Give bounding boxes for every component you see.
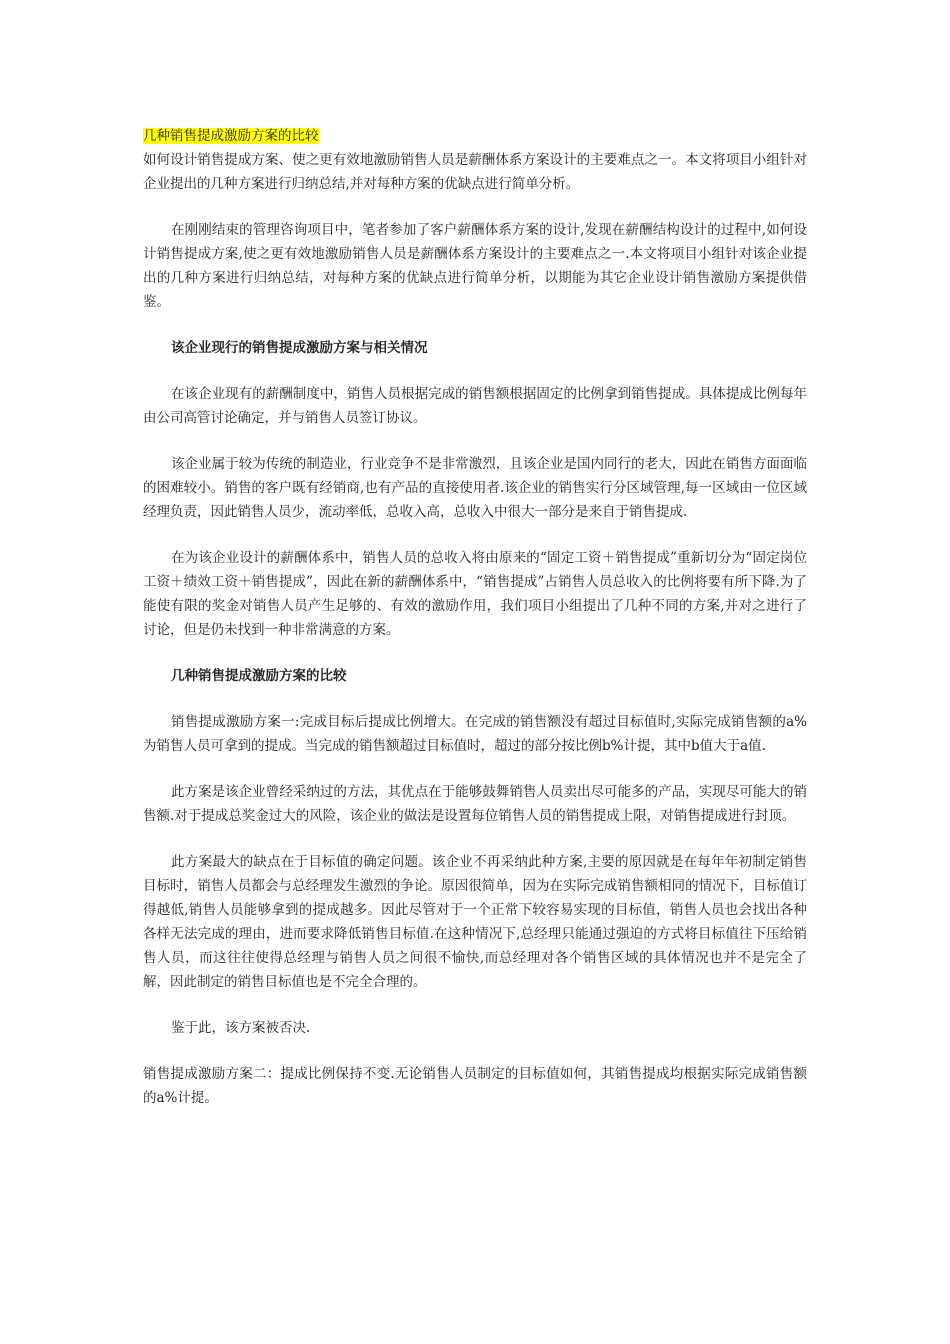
paragraph-scheme-two: 销售提成激励方案二：提成比例保持不变.无论销售人员制定的目标值如何，其销售提成均根据实际完成销售额的a%计提。 bbox=[143, 1066, 807, 1106]
section-heading-current-scheme: 该企业现行的销售提成激励方案与相关情况 bbox=[171, 340, 428, 356]
paragraph-scheme-one: 销售提成激励方案一:完成目标后提成比例增大。在完成的销售额没有超过目标值时,实际完成销售额的a%为销售人员可拿到的提成。当完成的销售额超过目标值时，超过的部分按比例b%计提，其中b值大于a值. bbox=[143, 714, 807, 754]
section-heading-scheme-comparison: 几种销售提成激励方案的比较 bbox=[171, 668, 347, 684]
paragraph-scheme-one-rejected: 鉴于此，该方案被否决. bbox=[171, 1020, 311, 1036]
highlighted-title-text: 几种销售提成激励方案的比较 bbox=[143, 128, 319, 144]
document-page bbox=[143, 124, 807, 1132]
paragraph-company-situation: 该企业属于较为传统的制造业，行业竞争不是非常激烈，且该企业是国内同行的老大，因此在销售方面面临的困难较小。销售的客户既有经销商,也有产品的直接使用者.该企业的销售实行分区域管理,每一区域由一位区域经理负责，因此销售人员少，流动率低，总收入高，总收入中很大一部分是来自于销售提成. bbox=[143, 456, 807, 520]
paragraph-scheme-one-disadvantages: 此方案最大的缺点在于目标值的确定问题。该企业不再采纳此种方案,主要的原因就是在每年年初制定销售目标时，销售人员都会与总经理发生激烈的争论。原因很简单，因为在实际完成销售额相同的情况下，目标值订得越低,销售人员能够拿到的提成越多。因此尽管对于一个正常下较容易实现的目标值，销售人员也会找出各种各样无法完成的理由，进而要求降低销售目标值.在这种情况下,总经理只能通过强迫的方式将目标值往下压给销售人员，而这往往使得总经理与销售人员之间很不愉快,而总经理对各个销售区域的具体情况也并不是完全了解，因此制定的销售目标值也是不完全合理的。 bbox=[143, 854, 807, 990]
paragraph-current-salary-system: 在该企业现有的薪酬制度中，销售人员根据完成的销售额根据固定的比例拿到销售提成。具体提成比例每年由公司高管讨论确定，并与销售人员签订协议。 bbox=[143, 386, 807, 426]
paragraph-new-salary-structure: 在为该企业设计的薪酬体系中，销售人员的总收入将由原来的“固定工资＋销售提成”重新切分为“固定岗位工资＋绩效工资＋销售提成”，因此在新的薪酬体系中，“销售提成”占销售人员总收入的比例将要有所下降.为了能使有限的奖金对销售人员产生足够的、有效的激励作用，我们项目小组提出了几种不同的方案,并对之进行了讨论，但是仍未找到一种非常满意的方案。 bbox=[143, 550, 807, 638]
paragraph-project-background: 在刚刚结束的管理咨询项目中，笔者参加了客户薪酬体系方案的设计,发现在薪酬结构设计的过程中,如何设计销售提成方案,使之更有效地激励销售人员是薪酬体系方案设计的主要难点之一.本文将项目小组针对该企业提出的几种方案进行归纳总结，对每种方案的优缺点进行简单分析，以期能为其它企业设计销售激励方案提供借鉴。 bbox=[143, 222, 807, 310]
document-title bbox=[143, 124, 807, 148]
intro-paragraph: 如何设计销售提成方案、使之更有效地激励销售人员是薪酬体系方案设计的主要难点之一。本文将项目小组针对企业提出的几种方案进行归纳总结,并对每种方案的优缺点进行简单分析。 bbox=[143, 152, 807, 192]
paragraph-scheme-one-advantages: 此方案是该企业曾经采纳过的方法，其优点在于能够鼓舞销售人员卖出尽可能多的产品，实现尽可能大的销售额.对于提成总奖金过大的风险，该企业的做法是设置每位销售人员的销售提成上限，对销售提成进行封顶。 bbox=[143, 784, 807, 824]
